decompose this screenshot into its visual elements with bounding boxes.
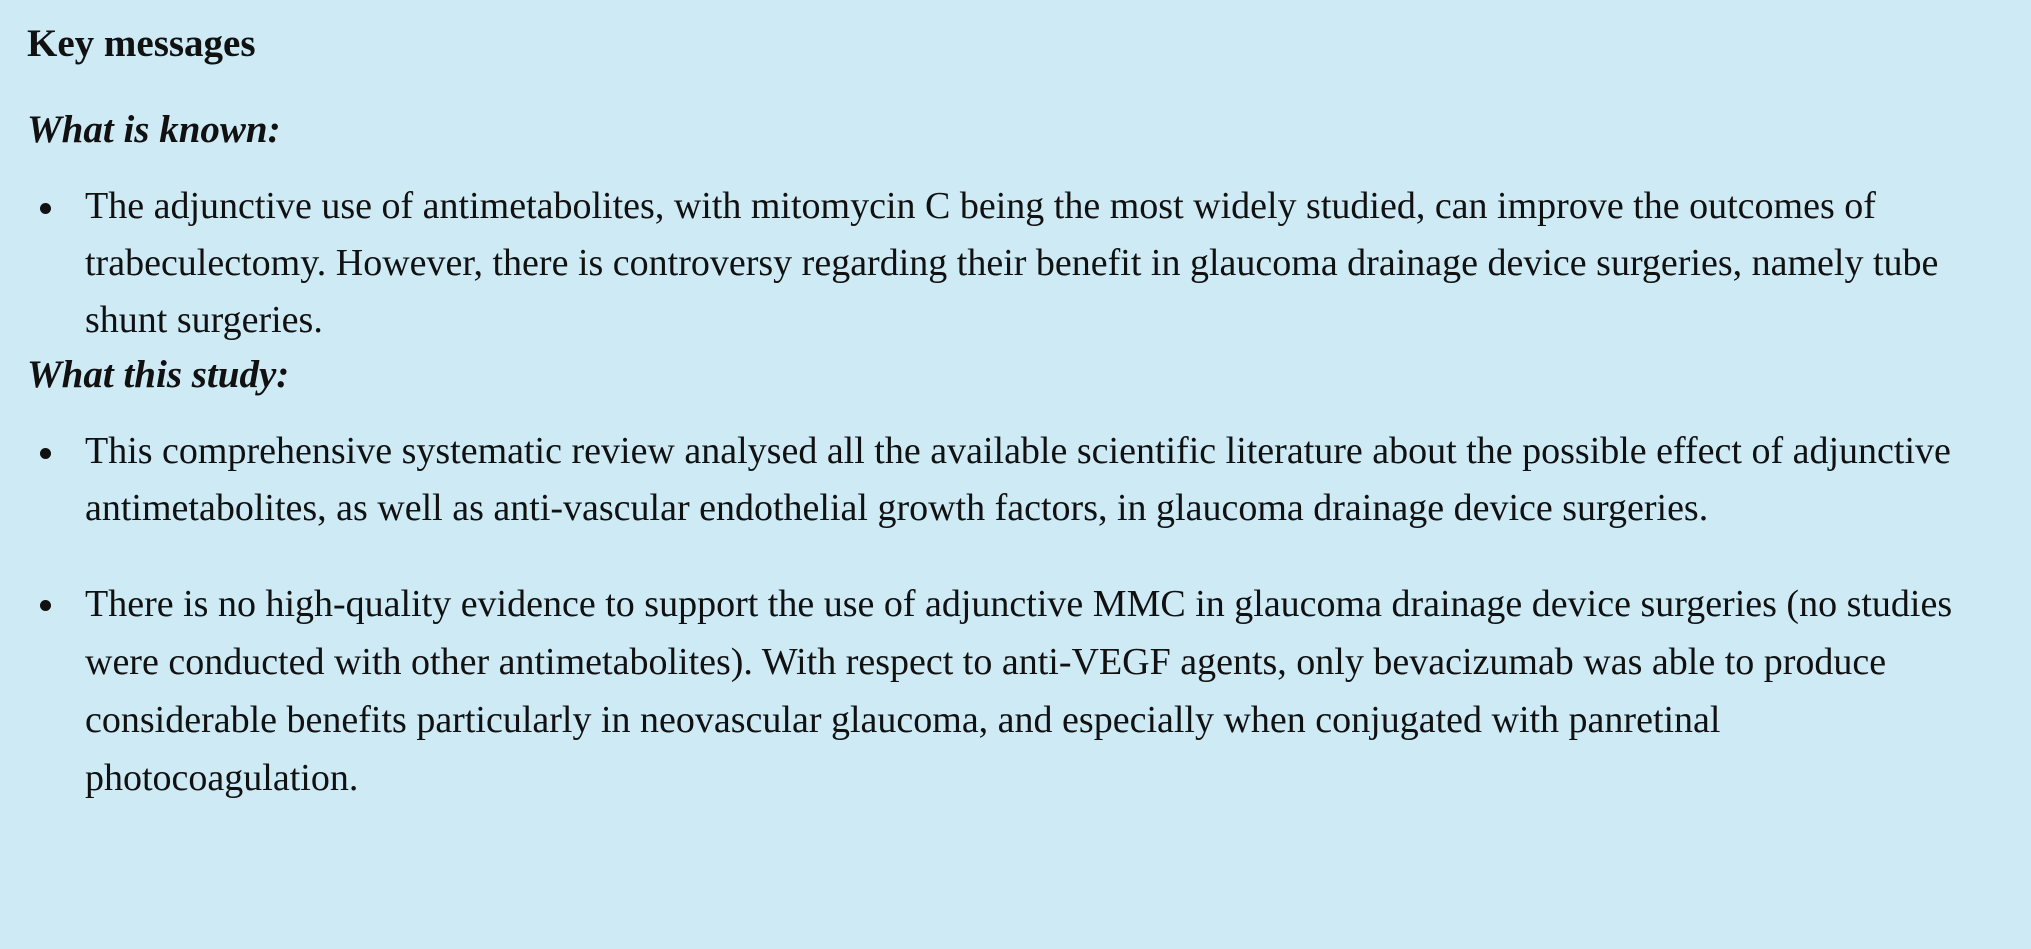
known-bullet-list <box>27 178 2003 349</box>
study-bullet-list <box>27 423 2003 807</box>
bullet-text: The adjunctive use of antimetabolites, with mitomycin C being the most widely studied, can improve the outcomes of trabeculectomy. However, there is controversy regarding their benefit in glaucoma drainage device surgeries, namely tube shunt surgeries. <box>85 185 1939 341</box>
bullet-text: This comprehensive systematic review analysed all the available scientific literature about the possible effect of adjunctive antimetabolites, as well as anti-vascular endothelial growth factors, in glaucoma drainage device surgeries. <box>85 430 1951 529</box>
bullet-text: There is no high-quality evidence to support the use of adjunctive MMC in glaucoma drainage device surgeries (no studies were conducted with other antimetabolites). With respect to anti-VEGF agents, only bevacizumab was able to produce considerable benefits particularly in neovascular glaucoma, and especially when conjugated with panretinal photocoagulation. <box>85 583 1953 799</box>
list-item <box>27 575 2003 807</box>
list-item <box>27 423 2003 537</box>
section-heading-study: What this study: <box>27 353 290 396</box>
bullet-icon <box>40 203 51 214</box>
box-title: Key messages <box>27 22 256 65</box>
list-item <box>27 178 2003 349</box>
section-heading-known: What is known: <box>27 108 281 151</box>
bullet-icon <box>40 600 51 611</box>
bullet-icon <box>40 448 51 459</box>
